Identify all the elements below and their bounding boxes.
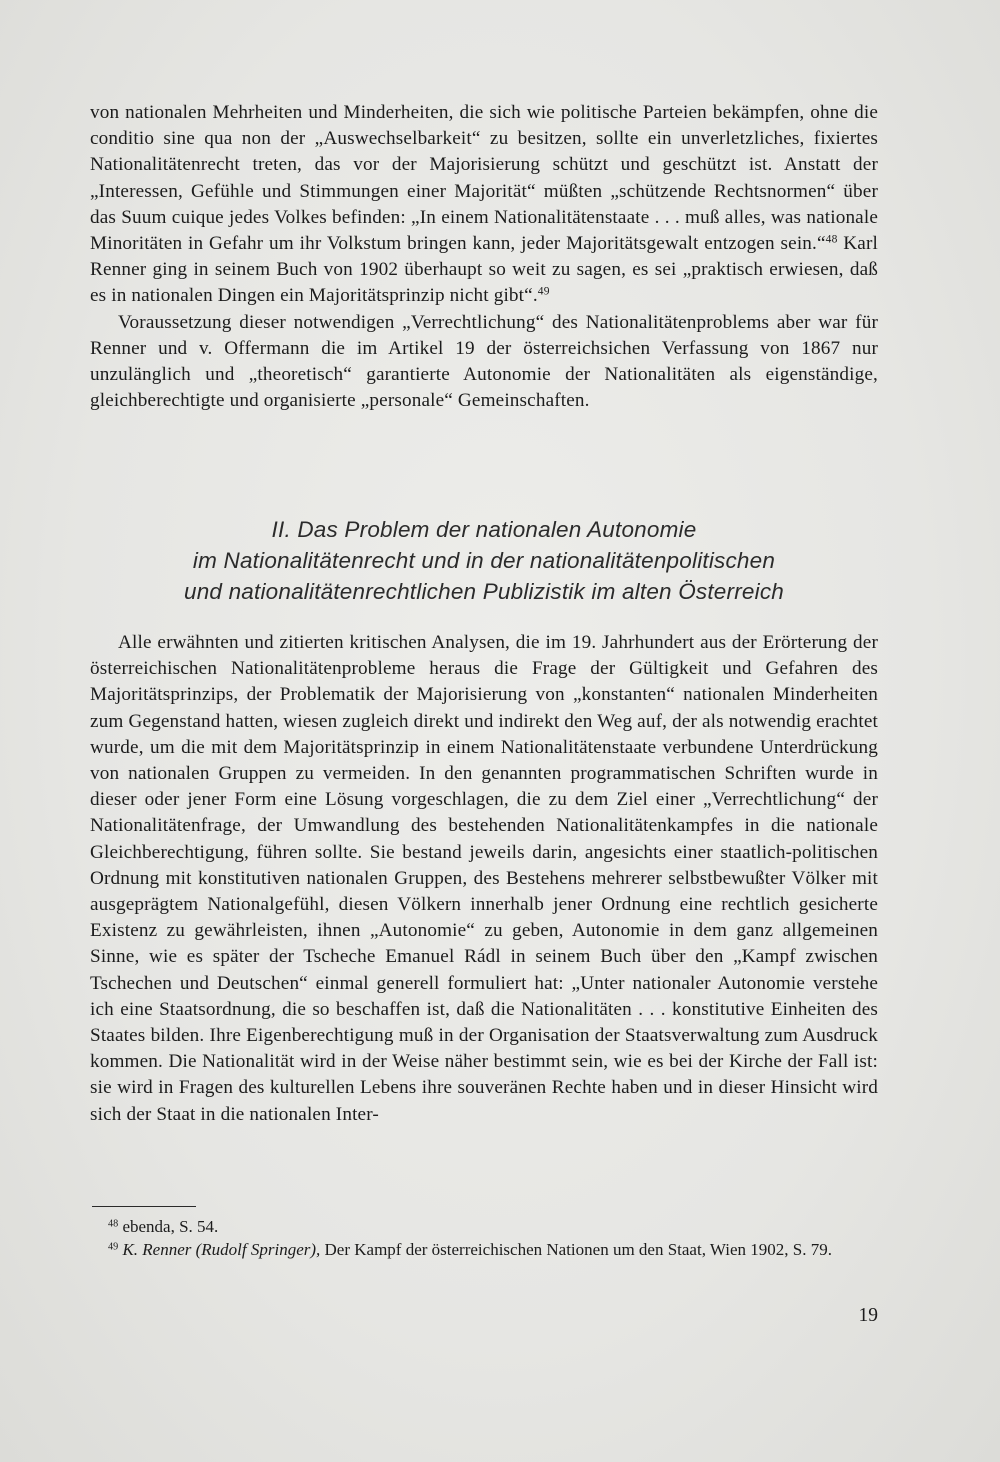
paragraph-3: Alle erwähnten und zitierten kritischen Analysen, die im 19. Jahrhundert aus der Erörterung der österreichischen Nationalitätenprobleme heraus die Frage der Gültigkeit und Gefahren des Majoritätsprinzips, der Problematik der Majorisierung von „konstanten“ nationalen Minderheiten zum Gegenstand hatten, wiesen zugleich direkt und indirekt den Weg auf, der als notwendig erachtet wurde, um die mit dem Majoritätsprinzip in einem Nationalitätenstaate verbundene Unterdrückung von nationalen Gruppen zu vermeiden. In den genannten programmatischen Schriften wurde in dieser oder jener Form eine Lösung vorgeschlagen, die zu dem Ziel einer „Verrechtlichung“ der Nationalitätenfrage, der Umwandlung des bestehenden Nationalitätenkampfes in die nationale Gleichberechtigung, führen sollte. Sie bestand jeweils darin, angesichts einer staatlich-politischen Ordnung mit konstitutiven nationalen Gruppen, des Bestehens mehrerer selbstbewußter Völker mit ausgeprägtem Nationalgefühl, diesen Völkern innerhalb jener Ordnung eine rechtlich gesicherte Existenz zu gewährleisten, ihnen „Autonomie“ zu geben, Autonomie in dem ganz allgemeinen Sinne, wie es später der Tscheche Emanuel Rádl in seinem Buch über den „Kampf zwischen Tschechen und Deutschen“ einmal generell formuliert hat: „Unter nationaler Autonomie verstehe ich eine Staatsordnung, die so beschaffen ist, daß die Nationalitäten . . . konstitutive Einheiten des Staates bilden. Ihre Eigenberechtigung muß in der Organisation der Staatsverwaltung zum Ausdruck kommen. Die Nationalität wird in der Weise näher bestimmt sein, wie es bei der Kirche der Fall ist: sie wird in Fragen des kulturellen Lebens ihre souveränen Rechte haben und in dieser Hinsicht wird sich der Staat in die nationalen Inter- bbox=[90, 632, 878, 1125]
text-block-main bbox=[90, 630, 878, 1128]
footnote-49 bbox=[90, 1239, 878, 1262]
footnote-48-text: ebenda, S. 54. bbox=[118, 1217, 219, 1236]
paragraph-1-continuation: Karl Renner ging in seinem Buch von 1902 überhaupt so weit zu sagen, es sei „praktisch erwiesen, daß es in nationalen Dingen ein Majoritätsprinzip nicht gibt“. bbox=[90, 233, 878, 307]
paragraph-1-text: von nationalen Mehrheiten und Minderheiten, die sich wie politische Parteien bekämpfen, ohne die conditio sine qua non der „Auswechselbarkeit“ zu besitzen, sollte ein unverletzliches, fixiertes Nationalitätenrecht treten, das vor der Majorisierung schützt und geschützt ist. Anstatt der „Interessen, Gefühle und Stimmungen einer Majorität“ müßten „schützende Rechtsnormen“ über das Suum cuique jedes Volkes befinden: „In einem Nationalitätenstaate . . . muß alles, was nationale Minoritäten in Gefahr um ihr Volkstum bringen kann, jeder Majoritätsgewalt entzogen sein.“ bbox=[90, 102, 878, 255]
section-heading-line-3: und nationalitätenrechtlichen Publizistik im alten Österreich bbox=[183, 579, 784, 604]
section-heading-line-1: II. Das Problem der nationalen Autonomie bbox=[271, 517, 697, 542]
footnote-49-marker: 49 bbox=[108, 1240, 119, 1252]
footnote-48-marker: 48 bbox=[108, 1218, 119, 1230]
footnote-49-text: Der Kampf der österreichischen Nationen um den Staat, Wien 1902, S. 79. bbox=[320, 1239, 832, 1259]
paragraph-2: Voraussetzung dieser notwendigen „Verrechtlichung“ des Nationalitätenproblems aber war für Renner und v. Offermann die im Artikel 19 der österreichsichen Verfassung von 1867 nur unzulänglich und „theoretisch“ garantierte Autonomie der Nationalitäten als eigenständige, gleichberechtigte und organisierte „personale“ Gemeinschaften. bbox=[90, 311, 878, 412]
section-heading-line-2: im Nationalitätenrecht und in der nationalitätenpolitischen bbox=[192, 548, 776, 573]
footnote-ref-48: 48 bbox=[825, 233, 838, 246]
section-heading bbox=[90, 514, 878, 607]
paragraph-1 bbox=[90, 100, 878, 310]
footnote-49-author: K. Renner (Rudolf Springer), bbox=[118, 1239, 321, 1259]
footnote-divider bbox=[92, 1206, 196, 1207]
page-number: 19 bbox=[858, 1305, 878, 1326]
footnote-ref-49: 49 bbox=[537, 286, 550, 299]
text-block-top bbox=[90, 100, 878, 414]
footnotes bbox=[90, 1216, 878, 1261]
footnote-48 bbox=[90, 1216, 878, 1239]
